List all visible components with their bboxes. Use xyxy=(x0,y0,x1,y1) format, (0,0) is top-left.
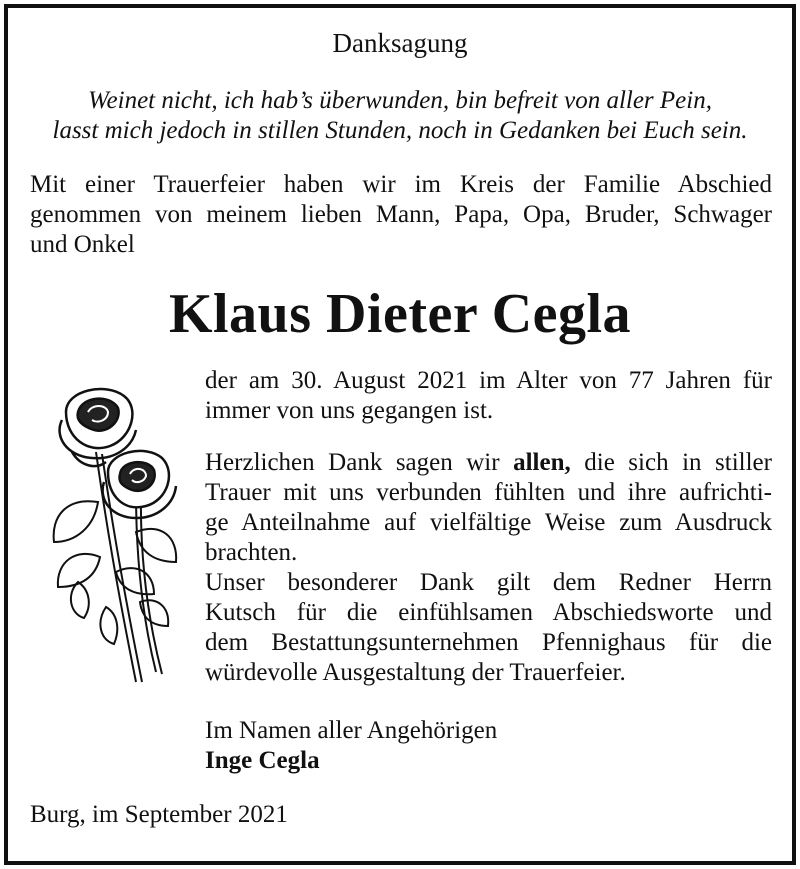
passing-line: der am 30. August 2021 im Alter von 77 Jahren für xyxy=(205,367,772,394)
special-thanks-line: dem Bestattungsunternehmen Pfennighaus für die xyxy=(205,629,772,656)
thanks-line: Trauer mit uns verbunden fühlten und ihre aufrichti- xyxy=(205,479,772,506)
passing-line: immer von uns gegangen ist. xyxy=(205,397,494,424)
intro-line: Mit einer Trauerfeier haben wir im Kreis der Familie Abschied xyxy=(30,171,772,198)
verse-line: Weinet nicht, ich hab’s überwunden, bin befreit von aller Pein, xyxy=(88,87,712,114)
thanks-emphasis: allen, xyxy=(513,449,571,476)
signature-label: Im Namen aller Angehörigen xyxy=(205,717,498,744)
thanks-text: Herzlichen Dank sagen wir xyxy=(205,449,514,476)
intro-line: und Onkel xyxy=(30,231,135,258)
intro-line: genommen von meinem lieben Mann, Papa, Opa, Bruder, Schwager xyxy=(30,201,772,228)
notice-heading: Danksagung xyxy=(332,28,468,58)
verse-line: lasst mich jedoch in stillen Stunden, noch in Gedanken bei Euch sein. xyxy=(52,117,748,144)
memorial-verse xyxy=(0,86,800,146)
special-thanks-line: würdevolle Ausgestaltung der Trauerfeier. xyxy=(205,659,626,686)
thanks-line: ge Anteilnahme auf vielfältige Weise zum Ausdruck xyxy=(205,509,772,536)
notice-body xyxy=(205,366,772,776)
special-thanks-line: Unser besonderer Dank gilt dem Redner Herrn xyxy=(205,569,772,596)
thanks-first-line xyxy=(205,448,772,478)
place-date: Burg, im September 2021 xyxy=(30,801,288,828)
thanks-line: brachten. xyxy=(205,539,298,566)
rose-icon xyxy=(36,382,186,692)
thanks-text: die sich in stiller xyxy=(570,449,772,476)
special-thanks-line: Kutsch für die einfühlsamen Abschiedsworte und xyxy=(205,599,772,626)
deceased-name: Klaus Dieter Cegla xyxy=(168,283,632,345)
intro-paragraph xyxy=(30,170,772,260)
signature-name: Inge Cegla xyxy=(205,747,320,774)
